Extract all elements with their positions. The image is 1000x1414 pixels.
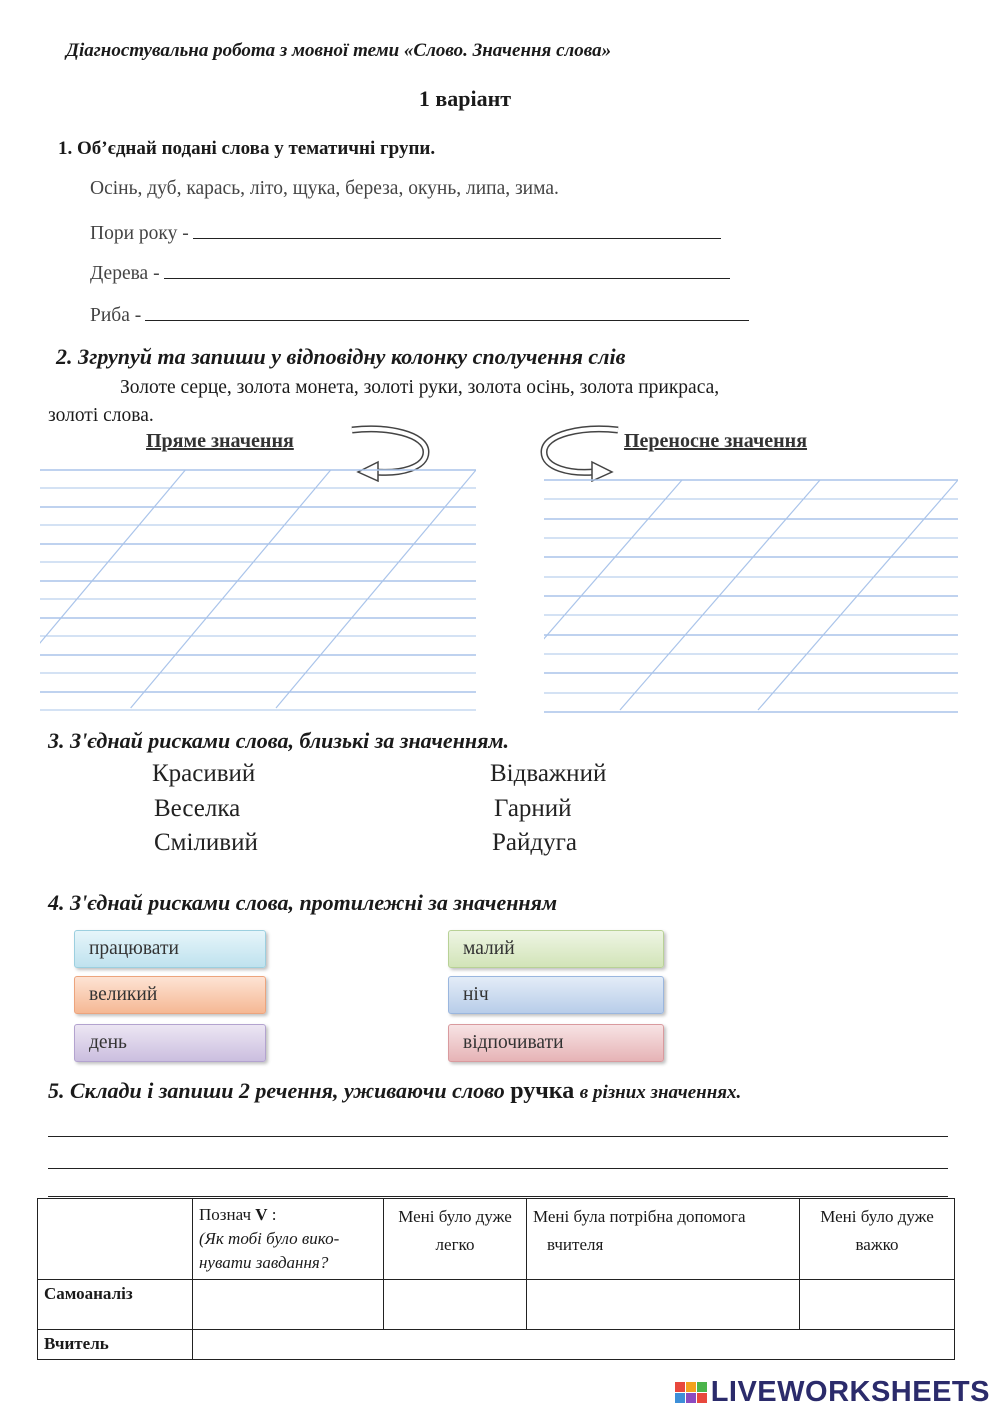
- mark-symbol: V: [255, 1205, 268, 1224]
- task5-heading-end: в різних значеннях.: [579, 1082, 742, 1103]
- liveworksheets-logo: [675, 1376, 990, 1409]
- task1-line-trees: [90, 258, 730, 285]
- slant-line: [620, 480, 820, 710]
- table-row: [38, 1280, 955, 1330]
- task5-heading: [48, 1078, 741, 1105]
- synonym-left-3[interactable]: Сміливий: [154, 829, 258, 856]
- sentence-answer-line-2[interactable]: [48, 1168, 948, 1169]
- sentence-answer-line-1[interactable]: [48, 1136, 948, 1137]
- figurative-meaning-title: Переносне значення: [624, 430, 808, 452]
- seasons-answer-field[interactable]: [193, 218, 721, 239]
- direct-meaning-writing-area[interactable]: [40, 468, 476, 714]
- synonym-left-2[interactable]: Веселка: [154, 795, 241, 822]
- task5-heading-start: 5. Склади і запиши 2 речення, уживаючи слово: [48, 1078, 505, 1103]
- task3-heading: 3. З'єднай рисками слова, близькі за значенням.: [48, 728, 510, 753]
- self-analysis-easy-cell[interactable]: [384, 1280, 527, 1330]
- help-column-line1: Мені була потрібна допомога: [533, 1207, 746, 1226]
- self-analysis-help-cell[interactable]: [527, 1280, 800, 1330]
- synonym-left-1[interactable]: Красивий: [152, 760, 256, 787]
- antonym-right-2[interactable]: ніч: [448, 976, 664, 1014]
- trees-label: Дерева -: [90, 263, 160, 284]
- task1-line-seasons: [90, 218, 721, 245]
- variant-label: 1 варіант: [418, 86, 512, 111]
- trees-answer-field[interactable]: [164, 258, 730, 279]
- task1-line-fish: [90, 300, 749, 327]
- self-analysis-empty-cell: [193, 1280, 384, 1330]
- antonym-left-2[interactable]: великий: [74, 976, 266, 1014]
- task1-heading: 1. Об’єднай подані слова у тематичні групи.: [58, 138, 436, 159]
- fish-label: Риба -: [90, 305, 142, 326]
- mark-instruction-colon: :: [267, 1205, 277, 1224]
- slant-line: [40, 470, 185, 708]
- mark-instruction-text: Познач: [199, 1205, 256, 1224]
- antonym-right-3[interactable]: відпочивати: [448, 1024, 664, 1062]
- task2-words-line2: золоті слова.: [48, 405, 154, 426]
- fish-answer-field[interactable]: [145, 300, 749, 321]
- help-column-header: [527, 1199, 800, 1280]
- seasons-label: Пори року -: [90, 223, 189, 244]
- synonym-right-1[interactable]: Відважний: [490, 760, 607, 787]
- figurative-meaning-writing-area[interactable]: [544, 478, 958, 716]
- self-analysis-hard-cell[interactable]: [800, 1280, 955, 1330]
- task2-heading: 2. Згрупуй та запиши у відповідну колонку сполучення слів: [56, 344, 626, 369]
- slant-line: [758, 480, 958, 710]
- synonym-right-2[interactable]: Гарний: [494, 795, 572, 822]
- logo-blocks-icon: [675, 1382, 707, 1403]
- help-column-line2: вчителя: [547, 1235, 604, 1254]
- table-corner-cell: [38, 1199, 193, 1280]
- antonym-left-1[interactable]: працювати: [74, 930, 266, 968]
- self-analysis-label: Самоаналіз: [38, 1280, 193, 1330]
- task1-words: Осінь, дуб, карась, літо, щука, береза, окунь, липа, зима.: [90, 178, 559, 199]
- task2-words-line1: Золоте серце, золота монета, золоті руки, золота осінь, золота прикраса,: [120, 377, 720, 398]
- worksheet-title: Діагностувальна робота з мовної теми «Слово. Значення слова»: [66, 40, 612, 61]
- teacher-cell[interactable]: [193, 1330, 955, 1360]
- slant-line: [131, 470, 331, 708]
- antonym-right-1[interactable]: малий: [448, 930, 664, 968]
- hard-column-header: Мені було дуже важко: [800, 1199, 955, 1280]
- sentence-answer-line-3[interactable]: [48, 1196, 948, 1197]
- synonym-right-3[interactable]: Райдуга: [492, 829, 577, 856]
- curved-arrow-right-icon: [540, 424, 622, 482]
- logo-text: LIVEWORKSHEETS: [710, 1376, 990, 1408]
- slant-line: [544, 480, 682, 710]
- mark-instruction-cell: [193, 1199, 384, 1280]
- table-header-row: [38, 1199, 955, 1280]
- task5-keyword: ручка: [510, 1078, 575, 1104]
- direct-meaning-title: Пряме значення: [146, 430, 294, 452]
- table-row: [38, 1330, 955, 1360]
- task2-words: [48, 374, 868, 430]
- task4-heading: 4. З'єднай рисками слова, протилежні за значенням: [48, 890, 558, 915]
- mark-question-line1: (Як тобі було вико-: [199, 1229, 340, 1248]
- easy-column-header: Мені було дуже легко: [384, 1199, 527, 1280]
- self-assessment-table: [37, 1198, 955, 1360]
- antonym-left-3[interactable]: день: [74, 1024, 266, 1062]
- teacher-label: Вчитель: [38, 1330, 193, 1360]
- slant-line: [276, 470, 476, 708]
- mark-question-line2: нувати завдання?: [199, 1253, 329, 1272]
